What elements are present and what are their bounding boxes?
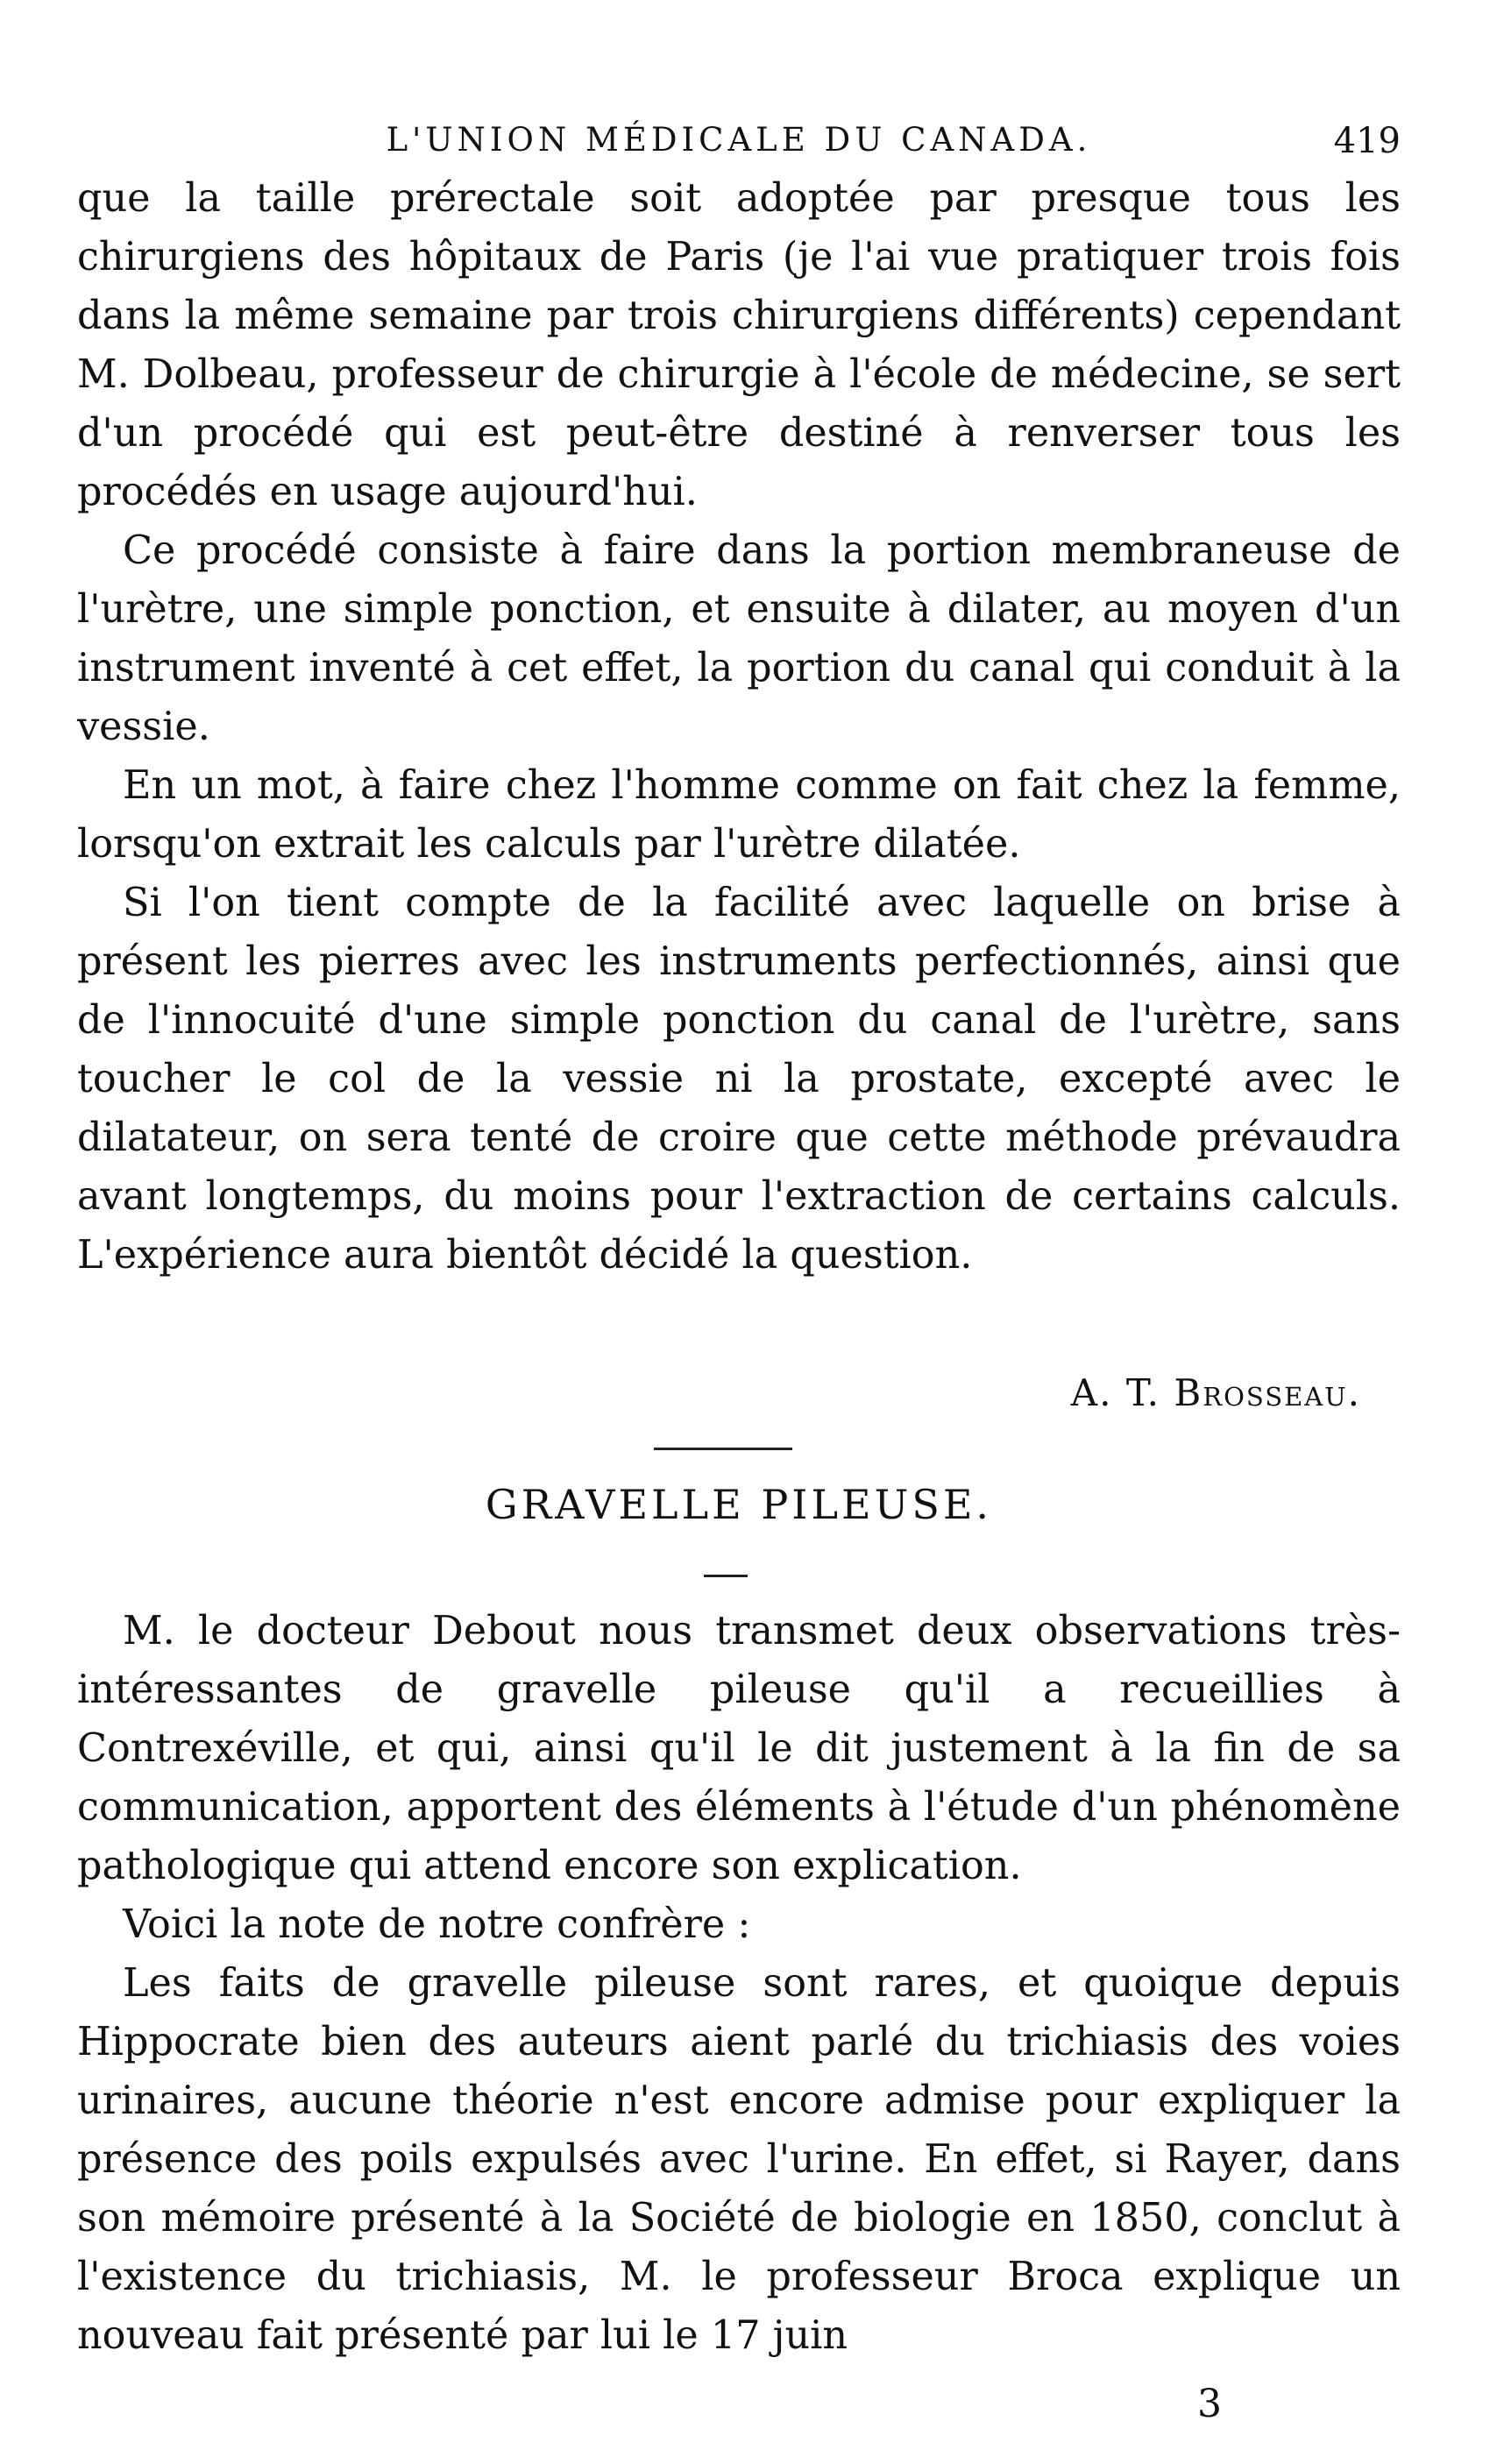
- running-header: [77, 121, 1401, 173]
- paragraph: Ce procédé consiste à faire dans la portion membraneuse de l'urètre, une simple ponction, et ensuite à dilater, au moyen d'un instrument inventé à cet effet, la portion du canal qui conduit à la vessie.: [77, 528, 1401, 749]
- signature-mark: 3: [1197, 2382, 1222, 2426]
- signature-name: Brosseau.: [1174, 1371, 1361, 1414]
- section-title: GRAVELLE PILEUSE.: [485, 1481, 993, 1528]
- paragraph: que la taille prérectale soit adoptée par presque tous les chirurgiens des hôpitaux de Paris (je l'ai vue pratiquer trois fois dans la même semaine par trois chirurgiens différents) cependant M. Dolbeau, professeur de chirurgie à l'école de médecine, se sert d'un procédé qui est peut-être destiné à renverser tous les procédés en usage aujourd'hui.: [77, 176, 1401, 514]
- page-number: 419: [1333, 121, 1401, 161]
- paragraph: Les faits de gravelle pileuse sont rares, et quoique depuis Hippocrate bien des auteurs aient parlé du trichiasis des voies urinaires, aucune théorie n'est encore admise pour expliquer la présence des poils expulsés avec l'urine. En effet, si Rayer, dans son mémoire présenté à la Société de biologie en 1850, conclut à l'existence du trichiasis, M. le professeur Broca explique un nouveau fait présenté par lui le 17 juin: [77, 1961, 1401, 2358]
- signature-initials: A. T.: [1070, 1371, 1161, 1414]
- section-divider-top: [654, 1448, 792, 1450]
- paragraph: Voici la note de notre confrère :: [123, 1902, 751, 1947]
- paragraph: Si l'on tient compte de la facilité avec laquelle on brise à présent les pierres avec les instruments perfectionnés, ainsi que de l'innocuité d'une simple ponction du canal de l'urètre, sans toucher le col de la vessie ni la prostate, excepté avec le dilatateur, on sera tenté de croire que cette méthode prévaudra avant longtemps, du moins pour l'extraction de certains calculs. L'expérience aura bientôt décidé la question.: [77, 881, 1401, 1278]
- running-title: L'UNION MÉDICALE DU CANADA.: [386, 121, 1092, 159]
- paragraph: En un mot, à faire chez l'homme comme on fait chez la femme, lorsqu'on extrait les calculs par l'urètre dilatée.: [77, 763, 1401, 867]
- paragraph: M. le docteur Debout nous transmet deux observations très-intéressantes de gravelle pileuse qu'il a recueillies à Contrexéville, et qui, ainsi qu'il le dit justement à la fin de sa communication, apportent des éléments à l'étude d'un phénomène pathologique qui attend encore son explication.: [77, 1609, 1401, 1888]
- article-one-body: [77, 169, 1401, 1285]
- author-signature: [1071, 1371, 1361, 1414]
- section-divider-bottom: [704, 1575, 748, 1577]
- article-two-body: [77, 1602, 1401, 2365]
